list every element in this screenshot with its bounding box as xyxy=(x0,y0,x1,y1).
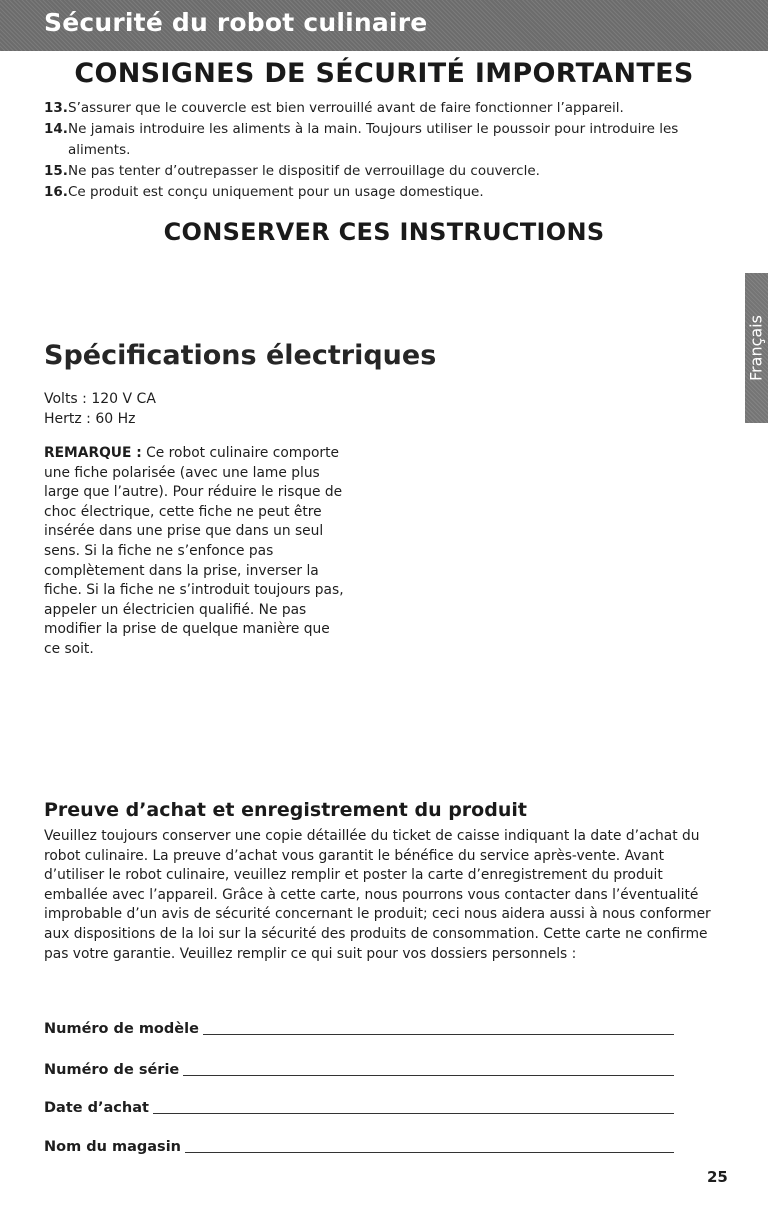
model-number-field xyxy=(44,1013,674,1037)
header-title: Sécurité du robot culinaire xyxy=(44,8,428,37)
item-text: Ne pas tenter d’outrepasser le dispositif de verrouillage du couvercle. xyxy=(68,163,540,179)
item-number: 15. xyxy=(44,163,68,179)
fill-in-line xyxy=(185,1136,674,1153)
item-text: S’assurer que le couvercle est bien verrouillé avant de faire fonctionner l’appareil. xyxy=(68,100,624,116)
item-number: 14. xyxy=(44,121,68,137)
item-text: Ce produit est conçu uniquement pour un usage domestique. xyxy=(68,184,484,200)
save-instructions-heading: CONSERVER CES INSTRUCTIONS xyxy=(163,218,605,246)
serial-number-field xyxy=(44,1054,674,1078)
electrical-specs-title: Spécifications électriques xyxy=(44,340,437,371)
hertz-spec: Hertz : 60 Hz xyxy=(44,411,136,427)
proof-of-purchase-body: Veuillez toujours conserver une copie détaillée du ticket de caisse indiquant la date d’achat du robot culinaire. La preuve d’achat vous garantit le bénéfice du service après-vente. Avant d’utiliser le robot culinaire, veuillez remplir et poster la carte d’enregistrement du produit emballée avec l’appareil. Grâce à cette carte, nous pourrons vous contacter dans l’éventualité improbable d’un avis de sécurité concernant le produit; ceci nous aidera aussi à nous conformer aux dispositions de la loi sur la sécurité des produits de consommation. Cette carte ne confirme pas votre garantie. Veuillez remplir ce qui suit pour vos dossiers personnels : xyxy=(44,828,711,962)
language-tab-label: Français xyxy=(746,315,766,381)
item-number: 13. xyxy=(44,100,68,116)
fill-in-line xyxy=(153,1097,674,1114)
polarized-plug-note xyxy=(44,444,344,660)
purchase-date-field xyxy=(44,1092,674,1116)
fill-in-line xyxy=(203,1018,674,1035)
field-label: Numéro de modèle xyxy=(44,1021,199,1037)
volts-spec: Volts : 120 V CA xyxy=(44,391,156,407)
list-item xyxy=(44,119,684,161)
header-bar xyxy=(0,0,768,51)
list-item xyxy=(44,161,684,182)
store-name-field xyxy=(44,1131,674,1155)
fill-in-line xyxy=(183,1059,674,1076)
page-number: 25 xyxy=(707,1168,728,1186)
safety-list xyxy=(44,98,684,203)
list-item xyxy=(44,182,684,203)
field-label: Nom du magasin xyxy=(44,1139,181,1155)
safety-heading: CONSIGNES DE SÉCURITÉ IMPORTANTES xyxy=(74,58,694,89)
field-label: Numéro de série xyxy=(44,1062,180,1078)
list-item xyxy=(44,98,684,119)
note-label: REMARQUE : xyxy=(44,445,142,461)
field-label: Date d’achat xyxy=(44,1100,149,1116)
item-number: 16. xyxy=(44,184,68,200)
item-text: Ne jamais introduire les aliments à la main. Toujours utiliser le poussoir pour introduire les aliments. xyxy=(68,121,679,158)
proof-of-purchase-title: Preuve d’achat et enregistrement du produit xyxy=(44,799,527,821)
note-text: Ce robot culinaire comporte une fiche polarisée (avec une lame plus large que l’autre). Pour réduire le risque de choc électrique, cette fiche ne peut être insérée dans une prise que dans un seul sens. Si la fiche ne s’enfonce pas complètement dans la prise, inverser la fiche. Si la fiche ne s’introduit toujours pas, appeler un électricien qualifié. Ne pas modifier la prise de quelque manière que ce soit. xyxy=(44,445,344,657)
language-tab xyxy=(745,273,768,423)
